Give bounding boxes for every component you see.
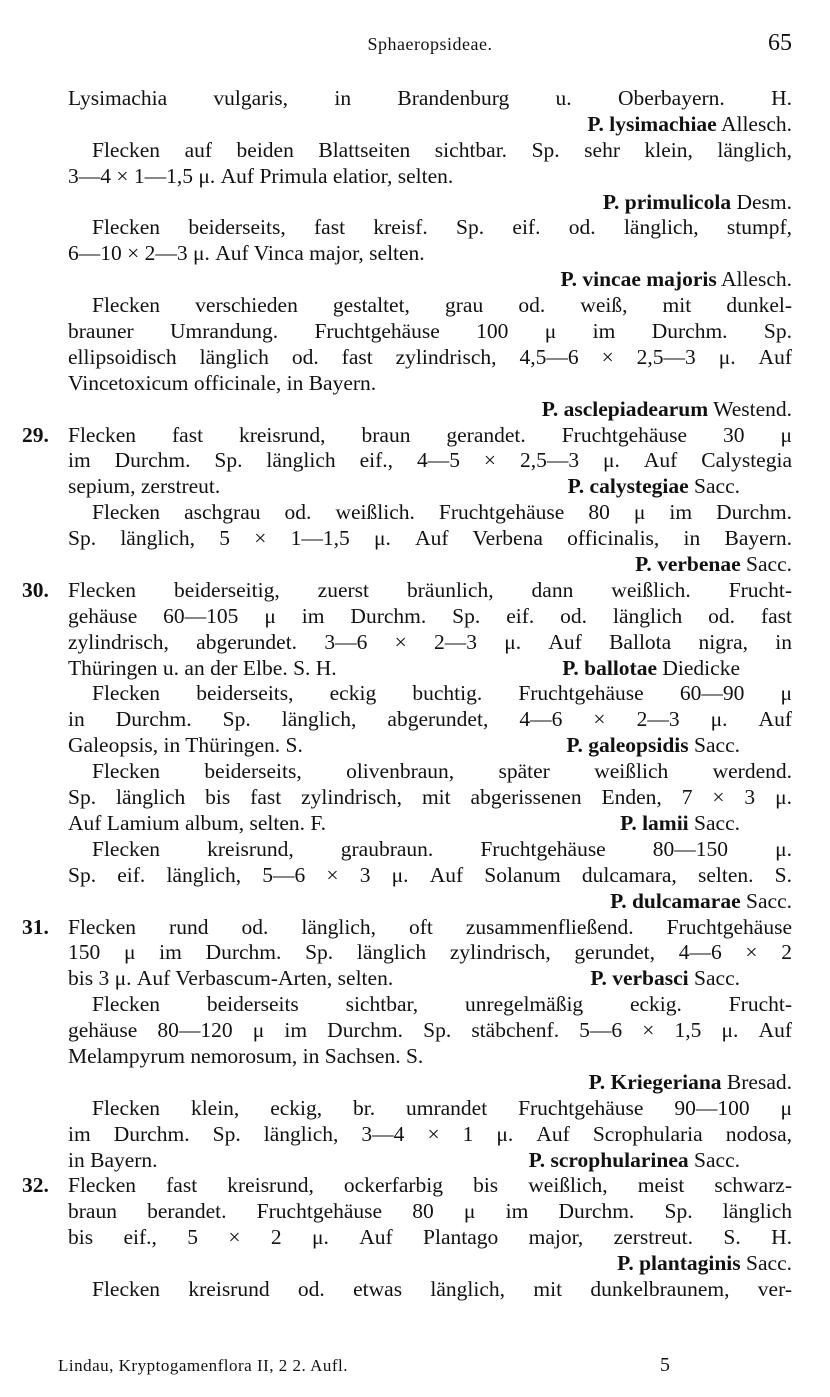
text-line: [22, 1173, 792, 1199]
line-text: in Bayern.: [68, 1147, 158, 1172]
text-line: [68, 1018, 792, 1044]
text-body: [22, 86, 792, 1303]
running-title: Sphaeropsideae.: [367, 34, 493, 54]
line-text: in Durchm. Sp. länglich, abgerundet, 4—6 × 2—3 μ. Auf: [68, 707, 792, 732]
line-text: braun berandet. Fruchtgehäuse 80 μ im Durchm. Sp. länglich: [68, 1199, 792, 1224]
text-line: [68, 1199, 792, 1225]
text-line: [68, 112, 792, 138]
signature-mark: 5: [660, 1354, 671, 1376]
text-line: [68, 889, 792, 915]
text-line: [68, 733, 792, 759]
species-name: [529, 1148, 792, 1174]
species-name: [635, 552, 792, 576]
species-name: [566, 733, 792, 759]
species-name: [603, 190, 792, 214]
line-text: Flecken beiderseits, eckig buchtig. Fruchtgehäuse 60—90 μ: [92, 681, 792, 706]
line-text: brauner Umrandung. Fruchtgehäuse 100 μ im Durchm. Sp.: [68, 319, 792, 344]
species-author: Diedicke: [662, 655, 740, 680]
text-line: [68, 837, 792, 863]
text-line: [68, 656, 792, 682]
species-author: Sacc.: [746, 888, 792, 913]
entry-number: 32.: [22, 1173, 49, 1198]
species-author: Sacc.: [694, 810, 740, 835]
text-line: [68, 966, 792, 992]
species-author: Sacc.: [694, 474, 740, 499]
text-line: [68, 448, 792, 474]
species-binomial: P. scrophularinea: [528, 1147, 689, 1172]
species-name: [610, 889, 792, 913]
line-text: Flecken beiderseits, olivenbraun, später weißlich werdend.: [92, 759, 792, 784]
species-binomial: P. dulcamarae: [610, 888, 741, 913]
line-text: ellipsoidisch länglich od. fast zylindrisch, 4,5—6 × 2,5—3 μ. Auf: [68, 344, 792, 369]
line-text: Flecken beiderseits, fast kreisf. Sp. eif. od. länglich, stumpf,: [92, 215, 792, 240]
species-binomial: P. Kriegeriana: [588, 1069, 722, 1094]
line-text: Flecken aschgrau od. weißlich. Fruchtgehäuse 80 μ im Durchm.: [92, 500, 792, 525]
line-text: gehäuse 60—105 μ im Durchm. Sp. eif. od. länglich od. fast: [68, 603, 792, 628]
line-text: bis 3 μ. Auf Verbascum-Arten, selten.: [68, 966, 394, 991]
line-text: gehäuse 80—120 μ im Durchm. Sp. stäbchenf. 5—6 × 1,5 μ. Auf: [68, 1018, 792, 1043]
text-line: [68, 397, 792, 423]
line-text: Melampyrum nemorosum, in Sachsen. S.: [68, 1043, 424, 1068]
text-line: [68, 940, 792, 966]
text-line: [68, 552, 792, 578]
line-text: Flecken beiderseits sichtbar, unregelmäßig eckig. Frucht-: [92, 992, 792, 1017]
line-text: Flecken rund od. länglich, oft zusammenfließend. Fruchtgehäuse: [68, 914, 792, 939]
species-binomial: P. lysimachiae: [587, 111, 717, 136]
line-text: Flecken kreisrund od. etwas länglich, mit dunkelbraunem, ver-: [92, 1276, 792, 1301]
entry-number: 30.: [22, 577, 49, 602]
species-author: Allesch.: [720, 267, 792, 292]
text-line: [68, 1044, 792, 1070]
line-text: Flecken kreisrund, graubraun. Fruchtgehäuse 80—150 μ.: [92, 836, 792, 861]
text-line: [68, 474, 792, 500]
text-line: [68, 371, 792, 397]
line-text: Sp. länglich, 5 × 1—1,5 μ. Auf Verbena officinalis, in Bayern.: [68, 526, 792, 551]
species-binomial: P. plantaginis: [617, 1251, 741, 1276]
text-line: [68, 785, 792, 811]
species-author: Sacc.: [746, 552, 792, 577]
line-text: Flecken auf beiden Blattseiten sichtbar. Sp. sehr klein, länglich,: [92, 137, 792, 162]
line-text: 3—4 × 1—1,5 μ. Auf Primula elatior, selten.: [68, 163, 454, 188]
line-text: im Durchm. Sp. länglich eif., 4—5 × 2,5—3 μ. Auf Calystegia: [68, 448, 792, 473]
species-name: [620, 811, 792, 837]
species-author: Sacc.: [694, 1147, 740, 1172]
species-author: Sacc.: [694, 966, 740, 991]
text-line: [22, 422, 792, 449]
species-author: Sacc.: [746, 1251, 792, 1276]
text-line: [68, 863, 792, 889]
text-line: [68, 1225, 792, 1251]
text-line: [68, 138, 792, 164]
text-line: [68, 215, 792, 241]
text-line: [68, 267, 792, 293]
text-line: [68, 241, 792, 267]
text-line: [68, 319, 792, 345]
species-binomial: P. ballotae: [562, 655, 658, 680]
text-line: [68, 526, 792, 552]
text-line: [68, 707, 792, 733]
species-author: Desm.: [736, 189, 792, 214]
species-name: [587, 112, 792, 136]
line-text: Auf Lamium album, selten. F.: [68, 810, 327, 835]
line-text: im Durchm. Sp. länglich, 3—4 × 1 μ. Auf Scrophularia nodosa,: [68, 1121, 792, 1146]
species-author: Sacc.: [694, 733, 740, 758]
text-line: [68, 1122, 792, 1148]
line-text: Thüringen u. an der Elbe. S. H.: [68, 655, 337, 680]
species-name: [617, 1251, 792, 1275]
text-line: [68, 811, 792, 837]
species-author: Westend.: [713, 396, 792, 421]
text-line: [22, 914, 792, 941]
line-text: 150 μ im Durchm. Sp. länglich zylindrisch, gerundet, 4—6 × 2: [68, 940, 792, 965]
species-name: [589, 1070, 792, 1094]
species-name: [542, 397, 792, 421]
text-line: [68, 992, 792, 1018]
species-name: [560, 267, 792, 291]
species-name: [590, 966, 792, 992]
text-line: [68, 190, 792, 216]
text-line: [68, 345, 792, 371]
line-text: Sp. eif. länglich, 5—6 × 3 μ. Auf Solanum dulcamara, selten. S.: [68, 862, 792, 887]
species-name: [562, 656, 792, 682]
text-line: [68, 1251, 792, 1277]
entry-number: 31.: [22, 914, 49, 939]
line-text: Lysimachia vulgaris, in Brandenburg u. Oberbayern. H.: [68, 86, 792, 110]
line-text: Flecken fast kreisrund, braun gerandet. Fruchtgehäuse 30 μ: [68, 422, 792, 447]
entry-number: 29.: [22, 422, 49, 447]
text-line: [68, 500, 792, 526]
page-header: [68, 30, 792, 62]
species-binomial: P. vincae majoris: [560, 267, 717, 292]
line-text: bis eif., 5 × 2 μ. Auf Plantago major, zerstreut. S. H.: [68, 1225, 792, 1250]
species-binomial: P. galeopsidis: [566, 733, 689, 758]
species-binomial: P. lamii: [620, 810, 689, 835]
line-text: Sp. länglich bis fast zylindrisch, mit abgerissenen Enden, 7 × 3 μ.: [68, 785, 792, 810]
line-text: Flecken beiderseitig, zuerst bräunlich, dann weißlich. Frucht-: [68, 577, 792, 602]
species-binomial: P. verbenae: [635, 552, 741, 577]
page-number: 65: [768, 30, 792, 56]
line-text: Flecken fast kreisrund, ockerfarbig bis weißlich, meist schwarz-: [68, 1173, 792, 1198]
line-text: zylindrisch, abgerundet. 3—6 × 2—3 μ. Auf Ballota nigra, in: [68, 629, 792, 654]
text-line: [68, 759, 792, 785]
line-text: Galeopsis, in Thüringen. S.: [68, 733, 303, 758]
species-name: [568, 474, 792, 500]
text-line: [68, 164, 792, 190]
text-line: [68, 630, 792, 656]
species-author: Bresad.: [726, 1069, 792, 1094]
text-line: [22, 577, 792, 604]
species-binomial: P. calystegiae: [567, 474, 689, 499]
line-text: 6—10 × 2—3 μ. Auf Vinca major, selten.: [68, 241, 425, 266]
text-line: [68, 1148, 792, 1174]
species-binomial: P. asclepiadearum: [541, 396, 709, 421]
species-binomial: P. verbasci: [590, 966, 689, 991]
species-author: Allesch.: [720, 111, 792, 136]
footer-citation: Lindau, Kryptogamenflora II, 2 2. Aufl.: [58, 1356, 349, 1375]
text-line: [68, 293, 792, 319]
text-line: [68, 681, 792, 707]
line-text: Flecken verschieden gestaltet, grau od. weiß, mit dunkel-: [92, 293, 792, 318]
line-text: Vincetoxicum officinale, in Bayern.: [68, 370, 377, 395]
text-line: [68, 1277, 792, 1303]
text-line: [68, 1070, 792, 1096]
text-line: [68, 86, 792, 112]
text-line: [68, 604, 792, 630]
text-line: [68, 1096, 792, 1122]
species-binomial: P. primulicola: [602, 189, 732, 214]
line-text: sepium, zerstreut.: [68, 474, 221, 499]
line-text: Flecken klein, eckig, br. umrandet Fruchtgehäuse 90—100 μ: [92, 1095, 792, 1120]
